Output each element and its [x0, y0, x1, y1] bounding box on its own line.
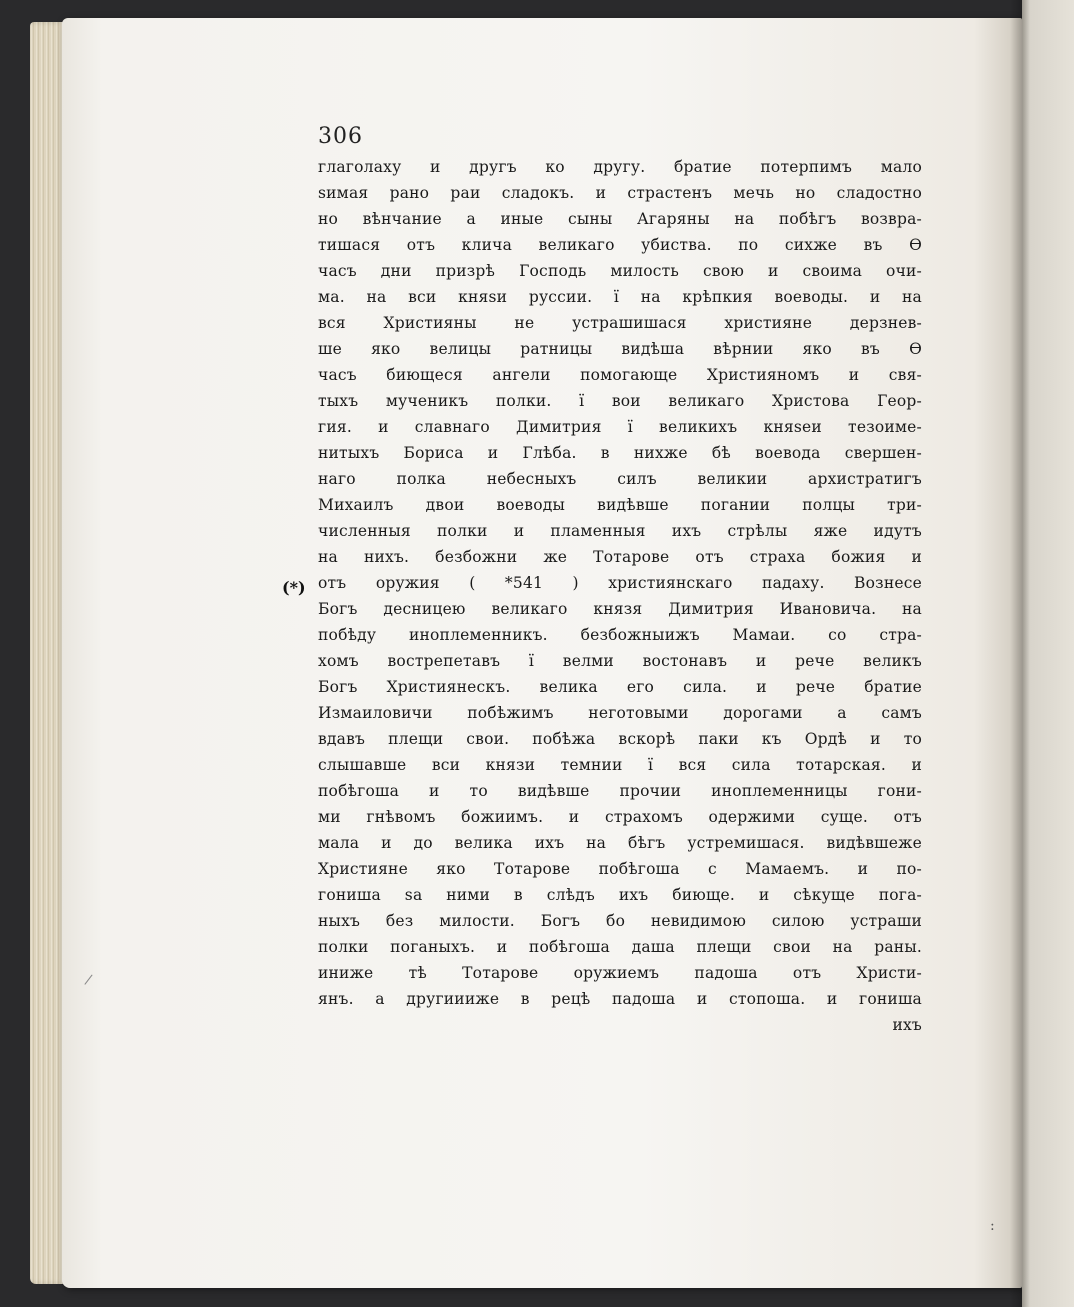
text-line: численныя полки и пламенныя ихъ стрѣлы яже идутъ: [318, 522, 922, 540]
text-line: отъ оружия ( *541 ) християнскаго падаху. Вознесе: [318, 574, 922, 592]
text-line: ѕимая рано раи сладокъ. и страстенъ мечь но сладостно: [318, 184, 922, 202]
text-line: Михаилъ двои воеводы видѣвше погании полцы три-: [318, 496, 922, 514]
text-line: Християне яко Тотарове побѣгоша с Мамаемъ. и по-: [318, 860, 922, 878]
text-line: нитыхъ Бориса и Глѣба. в нихже бѣ воевода свершен-: [318, 444, 922, 462]
text-line: ше яко велицы ратницы видѣша вѣрнии яко въ Ѳ: [318, 340, 922, 358]
text-line: гия. и славнаго Димитрия ї великихъ княѕеи тезоиме-: [318, 418, 922, 436]
text-line: полки поганыхъ. и побѣгоша даша плещи свои на раны.: [318, 938, 922, 956]
decorative-dots: :: [990, 1218, 995, 1234]
text-line: ми гнѣвомъ божиимъ. и страхомъ одержими суще. отъ: [318, 808, 922, 826]
pencil-mark: /: [83, 971, 94, 989]
text-line: глаголаху и другъ ко другу. братие потерпимъ мало: [318, 158, 922, 176]
text-line: мала и до велика ихъ на бѣгъ устремишася. видѣвшеже: [318, 834, 922, 852]
text-line: часъ дни призрѣ Господь милость свою и своима очи-: [318, 262, 922, 280]
page-number: 306: [318, 124, 363, 149]
text-line: вся Християны не устрашишася християне дерзнев-: [318, 314, 922, 332]
text-line: ма. на вси княѕи руссии. ї на крѣпкия воеводы. и на: [318, 288, 922, 306]
text-line: Измаиловичи побѣжимъ неготовыми дорогами а самъ: [318, 704, 922, 722]
text-line: на нихъ. безбожни же Тотарове отъ страха божия и: [318, 548, 922, 566]
text-line: хомъ вострепетавъ ї велми востонавъ и рече великъ: [318, 652, 922, 670]
text-line-catchword: ихъ: [892, 1016, 922, 1034]
next-page-edge: [1022, 0, 1074, 1307]
text-line: Богъ десницею великаго князя Димитрия Ивановича. на: [318, 600, 922, 618]
text-line: вдавъ плещи свои. побѣжа вскорѣ паки къ Ордѣ и то: [318, 730, 922, 748]
text-line: тишася отъ клича великаго убиства. по сихже въ Ѳ: [318, 236, 922, 254]
text-line: Богъ Християнескъ. велика его сила. и рече братие: [318, 678, 922, 696]
text-line: янъ. а другиииже в рецѣ падоша и стопоша. и гониша: [318, 990, 922, 1008]
margin-note: (*): [282, 578, 306, 597]
text-line: гониша ѕа ними в слѣдъ ихъ биюще. и сѣкуще пога-: [318, 886, 922, 904]
text-line: ныхъ без милости. Богъ бо невидимою силою устраши: [318, 912, 922, 930]
text-line: тыхъ мученикъ полки. ї вои великаго Христова Геор-: [318, 392, 922, 410]
text-line: часъ биющеся ангели помогающе Християномъ и свя-: [318, 366, 922, 384]
text-line: побѣгоша и то видѣвше прочии иноплеменницы гони-: [318, 782, 922, 800]
page-text: [318, 154, 922, 1038]
text-line: побѣду иноплеменникъ. безбожныижъ Мамаи. со стра-: [318, 626, 922, 644]
text-line: иниже тѣ Тотарове оружиемъ падоша отъ Христи-: [318, 964, 922, 982]
text-line: слышавше вси князи темнии ї вся сила тотарская. и: [318, 756, 922, 774]
text-line: но вѣнчание а иные сыны Агаряны на побѣгъ возвра-: [318, 210, 922, 228]
text-line: наго полка небесныхъ силъ великии архистратигъ: [318, 470, 922, 488]
